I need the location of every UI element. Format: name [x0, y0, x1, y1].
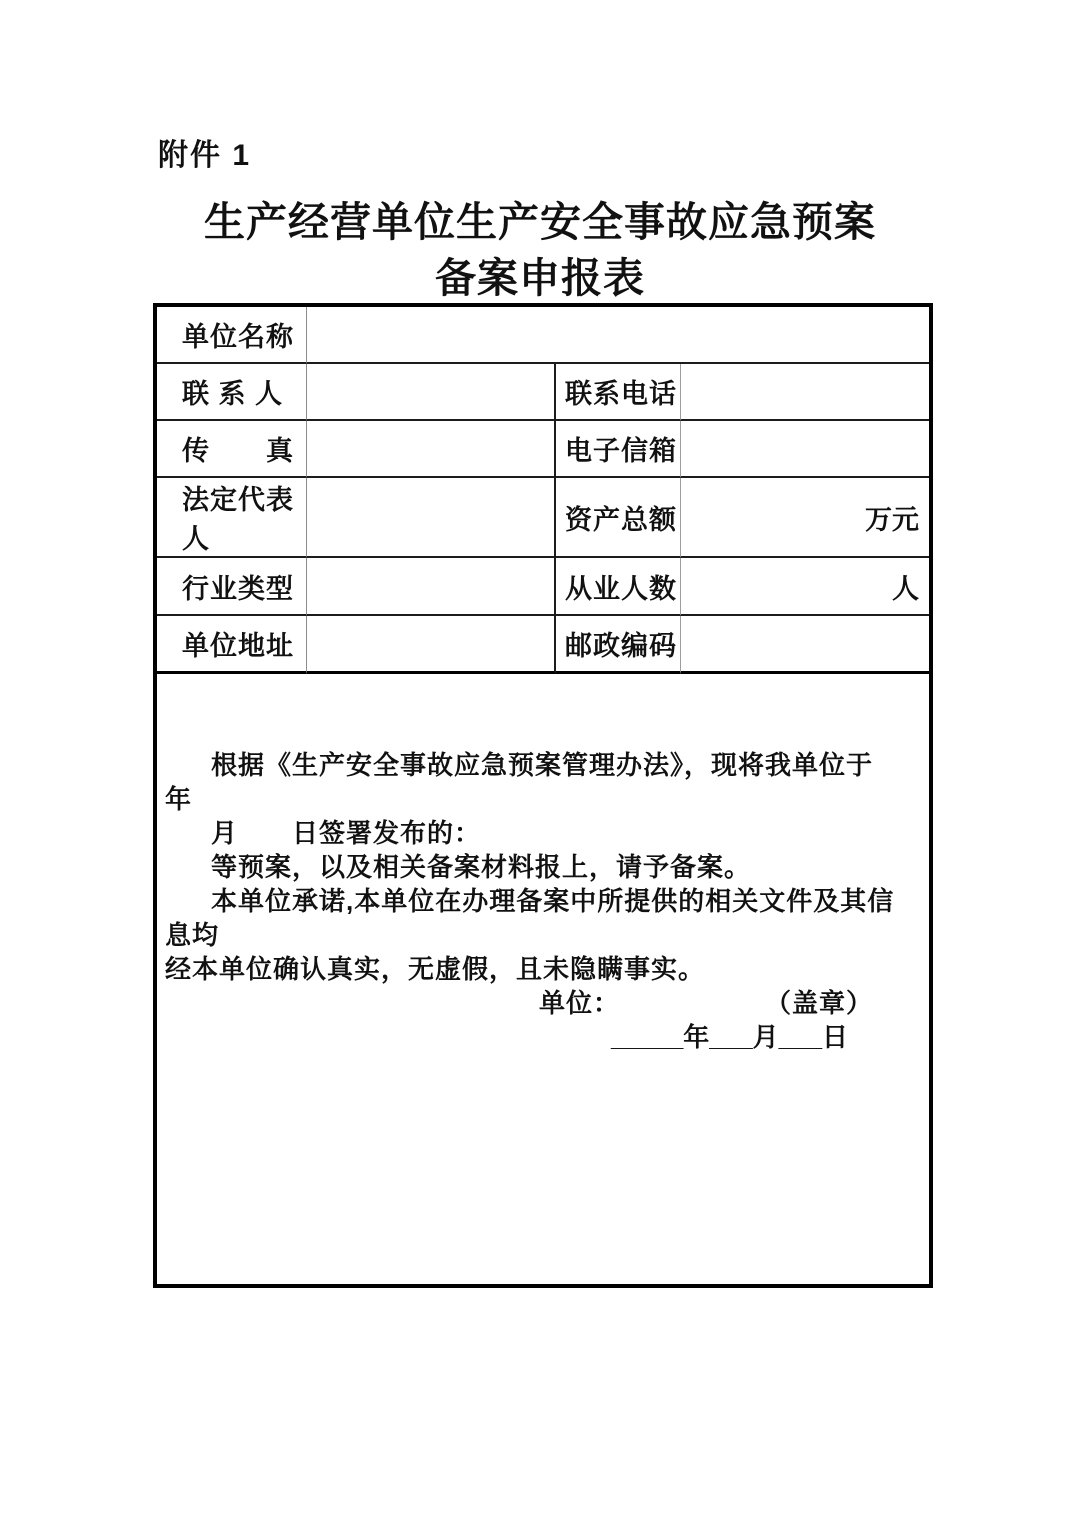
table-row — [157, 674, 929, 1284]
table-row — [157, 478, 929, 558]
signature-line — [165, 986, 921, 1020]
declaration-line2: 月 日签署发布的： — [211, 818, 482, 848]
attachment-label: 附件 1 — [158, 139, 252, 172]
unit-address-label: 单位地址 — [157, 616, 307, 674]
document-title-line2: 备案申报表 — [435, 255, 645, 301]
industry-type-value — [307, 558, 556, 616]
postal-code-value — [681, 616, 929, 674]
filing-form-table — [153, 303, 933, 1288]
email-value — [681, 421, 929, 478]
table-row — [157, 364, 929, 421]
declaration-line3: 等预案，以及相关备案材料报上，请予备案。 — [211, 852, 752, 882]
total-assets-unit: 万元 — [681, 478, 929, 558]
declaration-line1: 根据《生产安全事故应急预案管理办法》，现将我单位于 年 — [165, 750, 928, 814]
legal-representative-label: 法定代表人 — [157, 478, 307, 558]
legal-representative-value — [307, 478, 556, 558]
contact-phone-label: 联系电话 — [556, 364, 681, 421]
total-assets-label: 资产总额 — [556, 478, 681, 558]
email-label: 电子信箱 — [556, 421, 681, 478]
contact-phone-value — [681, 364, 929, 421]
fax-label: 传 真 — [157, 421, 307, 478]
declaration-line5: 经本单位确认真实，无虚假，且未隐瞒事实。 — [165, 954, 706, 984]
contact-person-label: 联 系 人 — [157, 364, 307, 421]
contact-person-value — [307, 364, 556, 421]
table-row — [157, 421, 929, 478]
employee-count-label: 从业人数 — [556, 558, 681, 616]
industry-type-label: 行业类型 — [157, 558, 307, 616]
unit-name-value — [307, 307, 929, 364]
signature-seal-label: （盖章） — [778, 988, 874, 1018]
declaration-text — [157, 674, 929, 1054]
declaration-cell — [157, 674, 929, 1284]
signature-date-line: _____年___月___日 — [611, 1022, 849, 1052]
employee-count-unit: 人 — [681, 558, 929, 616]
unit-name-label: 单位名称 — [157, 307, 307, 364]
table-row — [157, 616, 929, 674]
fax-value — [307, 421, 556, 478]
table-row — [157, 307, 929, 364]
postal-code-label: 邮政编码 — [556, 616, 681, 674]
unit-address-value — [307, 616, 556, 674]
document-title-line1: 生产经营单位生产安全事故应急预案 — [204, 199, 876, 245]
signature-unit-label: 单位： — [539, 988, 621, 1018]
document-title — [0, 194, 1080, 306]
declaration-line4: 本单位承诺,本单位在办理备案中所提供的相关文件及其信息均 — [165, 886, 895, 950]
table-row — [157, 558, 929, 616]
